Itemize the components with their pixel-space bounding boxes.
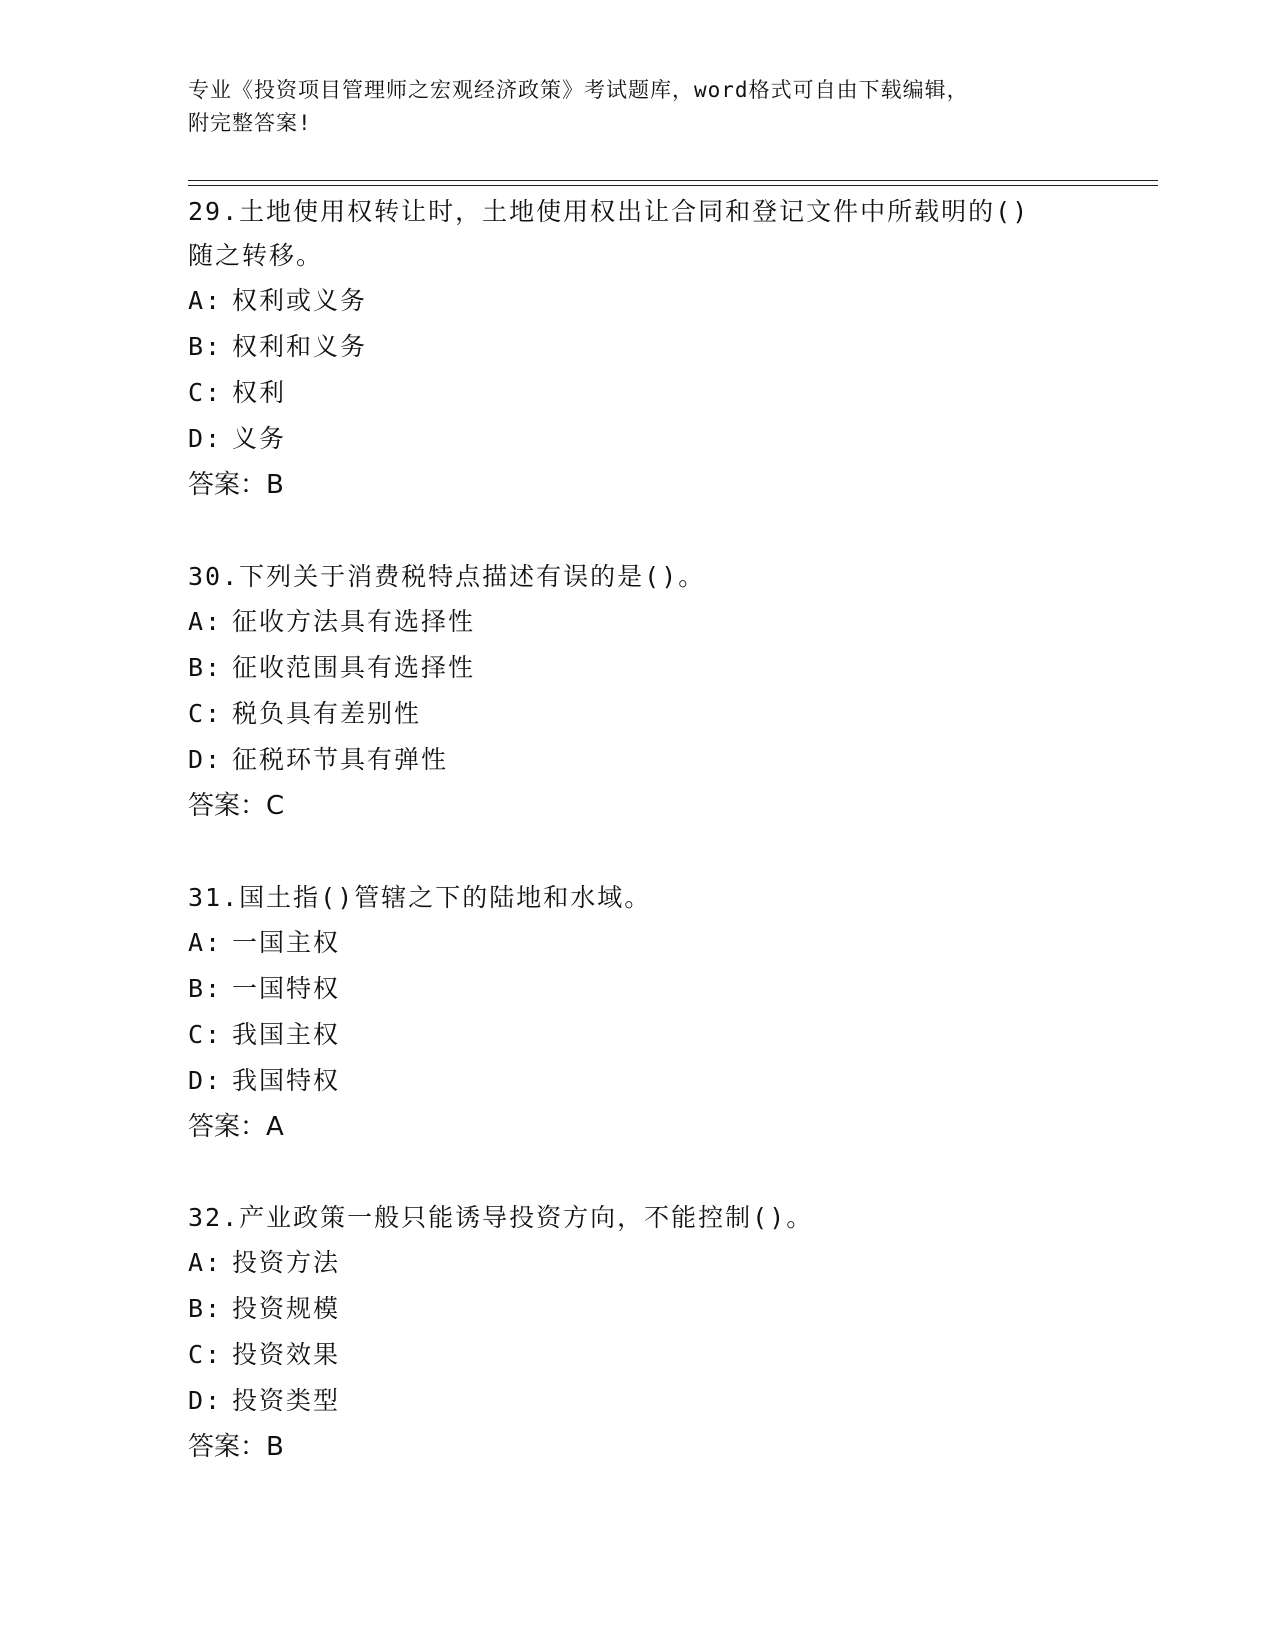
header-divider-top xyxy=(188,180,1158,181)
option-a: A: 征收方法具有选择性 xyxy=(188,607,476,636)
question-30 xyxy=(188,555,1088,829)
option-a: A: 一国主权 xyxy=(188,928,341,957)
option-b: B: 投资规模 xyxy=(188,1294,341,1323)
question-text: 32.产业政策一般只能诱导投资方向，不能控制()。 xyxy=(188,1203,814,1232)
option-c: C: 投资效果 xyxy=(188,1340,341,1369)
option-b: B: 征收范围具有选择性 xyxy=(188,653,476,682)
question-31 xyxy=(188,876,1088,1150)
header-line-1: 专业《投资项目管理师之宏观经济政策》考试题库，word格式可自由下载编辑， xyxy=(188,78,969,102)
answer: 答案：B xyxy=(188,470,284,500)
question-32 xyxy=(188,1196,1088,1470)
answer: 答案：C xyxy=(188,791,285,821)
option-c: C: 我国主权 xyxy=(188,1020,341,1049)
answer: 答案：B xyxy=(188,1432,284,1462)
option-b: B: 一国特权 xyxy=(188,974,341,1003)
answer: 答案：A xyxy=(188,1112,284,1142)
header-line-2: 附完整答案! xyxy=(188,111,312,135)
option-c: C: 权利 xyxy=(188,378,287,407)
option-b: B: 权利和义务 xyxy=(188,332,368,361)
option-d: D: 征税环节具有弹性 xyxy=(188,745,449,774)
option-d: D: 我国特权 xyxy=(188,1066,341,1095)
question-text: 30.下列关于消费税特点描述有误的是()。 xyxy=(188,562,706,591)
option-d: D: 投资类型 xyxy=(188,1386,341,1415)
option-d: D: 义务 xyxy=(188,424,287,453)
question-29 xyxy=(188,190,1088,508)
question-text: 29.土地使用权转让时，土地使用权出让合同和登记文件中所载明的() xyxy=(188,197,1030,226)
option-a: A: 权利或义务 xyxy=(188,286,368,315)
question-text-continued: 随之转移。 xyxy=(188,241,324,270)
option-c: C: 税负具有差别性 xyxy=(188,699,422,728)
header-divider-bottom xyxy=(188,185,1158,186)
option-a: A: 投资方法 xyxy=(188,1248,341,1277)
document-header xyxy=(188,74,1088,140)
question-text: 31.国土指()管辖之下的陆地和水域。 xyxy=(188,883,652,912)
